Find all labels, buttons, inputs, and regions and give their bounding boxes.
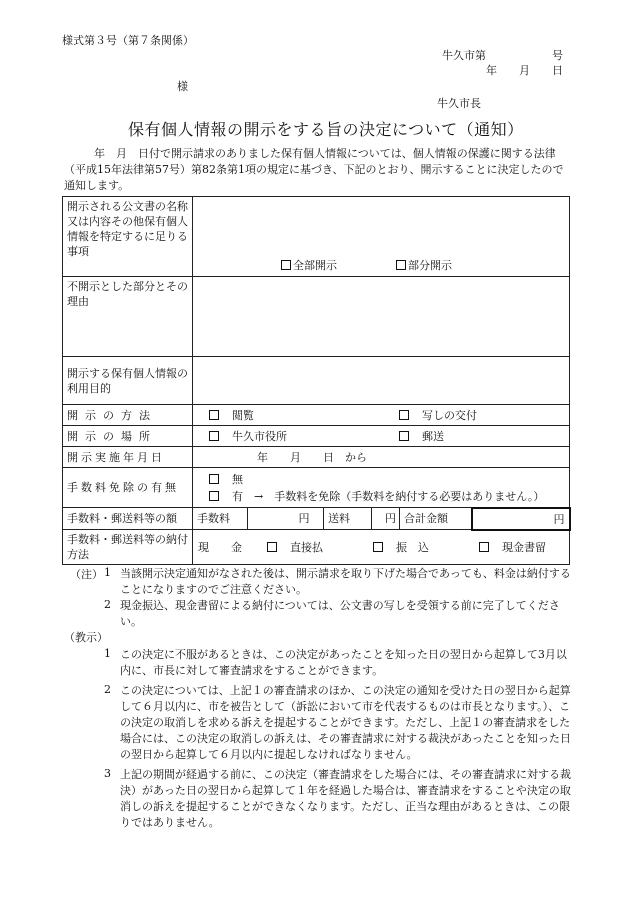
intro-paragraph: 年 月 日付で開示請求のありました保有個人情報については、個人情報の保護に関する法律（平成15年法律第57号）第82条第1項の規定に基づき、下記のとおり、開示することに決定したので通知します。 bbox=[64, 147, 564, 192]
pay-registered-option[interactable]: 現金書留 bbox=[479, 540, 546, 555]
checkbox-icon[interactable] bbox=[209, 474, 219, 484]
issue-date: 年 月 日 bbox=[486, 64, 563, 77]
checkbox-icon[interactable] bbox=[209, 410, 219, 420]
date-value: 年 月 日 から bbox=[257, 451, 367, 464]
method-copy-option[interactable]: 写しの交付 bbox=[399, 408, 477, 423]
method-field bbox=[193, 405, 570, 426]
disclosure-form-table bbox=[62, 196, 571, 565]
instruction-2-number: 2 bbox=[104, 683, 111, 696]
checkbox-icon[interactable] bbox=[267, 542, 277, 552]
note-2-number: 2 bbox=[104, 598, 111, 611]
date-field[interactable] bbox=[193, 447, 570, 468]
instruction-2: この決定については、上記１の審査請求のほか、この決定の通知を受けた日の翌日から起算して６月以内に、市を被告として（訴訟において市を代表するものは市長となります。）、この決定の取消しを求める訴えを提起することができます。ただし、上記１の審査請求をした場合には、この決定の取消しの訴えは、その審査請求に対する裁決があったことを知った日の翌日から起算して６月以内に提起しなければなりません。 bbox=[120, 684, 571, 761]
note-2: 現金振込、現金書留による納付については、公文書の写しを受領する前に完了してください。 bbox=[120, 599, 560, 628]
postage-label-cell: 送料 bbox=[324, 508, 372, 530]
checkbox-icon[interactable] bbox=[373, 542, 383, 552]
fee-yes-option[interactable]: 有 → 手数料を免除（手数料を納付する必要はありません。） bbox=[209, 489, 544, 504]
checkbox-icon[interactable] bbox=[399, 431, 409, 441]
date-label: 開示実施年月日 bbox=[63, 447, 193, 468]
total-label-cell: 合計金額 bbox=[400, 508, 472, 530]
instruction-1-number: 1 bbox=[104, 647, 111, 660]
cash-label: 現 金 bbox=[198, 540, 242, 554]
fee-amount-label: 手数料・郵送料等の額 bbox=[63, 508, 193, 530]
instruction-3-number: 3 bbox=[104, 767, 111, 780]
form-number: 様式第３号（第７条関係） bbox=[62, 34, 194, 47]
postage-amount-field[interactable]: 円 bbox=[372, 508, 400, 530]
checkbox-icon[interactable] bbox=[399, 410, 409, 420]
place-office-option[interactable]: 牛久市役所 bbox=[209, 429, 287, 444]
total-amount-field[interactable]: 円 bbox=[472, 508, 570, 530]
purpose-label: 開示する保有個人情報の利用目的 bbox=[63, 357, 193, 405]
note-1-number: 1 bbox=[104, 566, 111, 579]
place-label: 開示の場所 bbox=[63, 426, 193, 447]
sender-name: 牛久市長 bbox=[437, 97, 481, 110]
document-name-field[interactable] bbox=[193, 197, 570, 277]
method-label: 開示の方法 bbox=[63, 405, 193, 426]
document-title: 保有個人情報の開示をする旨の決定について（通知） bbox=[128, 120, 524, 139]
payment-method-field bbox=[193, 530, 570, 565]
pay-direct-option[interactable]: 直接払 bbox=[267, 540, 323, 555]
checkbox-icon[interactable] bbox=[209, 491, 219, 501]
all-disclosure-option[interactable]: 全部開示 bbox=[281, 258, 337, 273]
instruction-3: 上記の期間が経過する前に、この決定（審査請求をした場合には、その審査請求に対する裁決）があった日の翌日から起算して１年を経過した場合は、審査請求をすることや決定の取消しの訴えを提起することができなくなります。ただし、正当な理由があるときは、この限りではありません。 bbox=[120, 768, 571, 829]
purpose-field[interactable] bbox=[193, 357, 570, 405]
place-mail-option[interactable]: 郵送 bbox=[399, 429, 444, 444]
place-field bbox=[193, 426, 570, 447]
non-disclosure-label: 不開示とした部分とその理由 bbox=[63, 277, 193, 357]
fee-label-cell: 手数料 bbox=[193, 508, 248, 530]
checkbox-icon[interactable] bbox=[209, 431, 219, 441]
recipient-suffix: 様 bbox=[177, 80, 188, 93]
checkbox-icon[interactable] bbox=[281, 260, 291, 270]
fee-amount-field[interactable]: 円 bbox=[248, 508, 296, 530]
checkbox-icon[interactable] bbox=[396, 260, 406, 270]
fee-exempt-label: 手数料免除の有無 bbox=[63, 468, 193, 508]
fee-exempt-field bbox=[193, 468, 570, 508]
document-name-label: 開示される公文書の名称又は内容その他保有個人情報を特定するに足りる事項 bbox=[63, 197, 193, 277]
pay-transfer-option[interactable]: 振 込 bbox=[373, 540, 429, 555]
partial-disclosure-option[interactable]: 部分開示 bbox=[396, 258, 452, 273]
method-view-option[interactable]: 閲覧 bbox=[209, 408, 254, 423]
instruction-heading: （教示） bbox=[64, 631, 108, 644]
document-number: 牛久市第 号 bbox=[442, 49, 563, 62]
notes-heading: （注） bbox=[70, 568, 103, 581]
fee-none-option[interactable]: 無 bbox=[209, 472, 243, 487]
instruction-1: この決定に不服があるときは、この決定があったことを知った日の翌日から起算して3月以内に、市長に対して審査請求をすることができます。 bbox=[120, 648, 567, 677]
payment-method-label: 手数料・郵送料等の納付方法 bbox=[63, 530, 193, 565]
note-1: 当該開示決定通知がなされた後は、開示請求を取り下げた場合であっても、料金は納付することになりますのでご注意ください。 bbox=[120, 567, 571, 596]
checkbox-icon[interactable] bbox=[479, 542, 489, 552]
non-disclosure-field[interactable] bbox=[193, 277, 570, 357]
